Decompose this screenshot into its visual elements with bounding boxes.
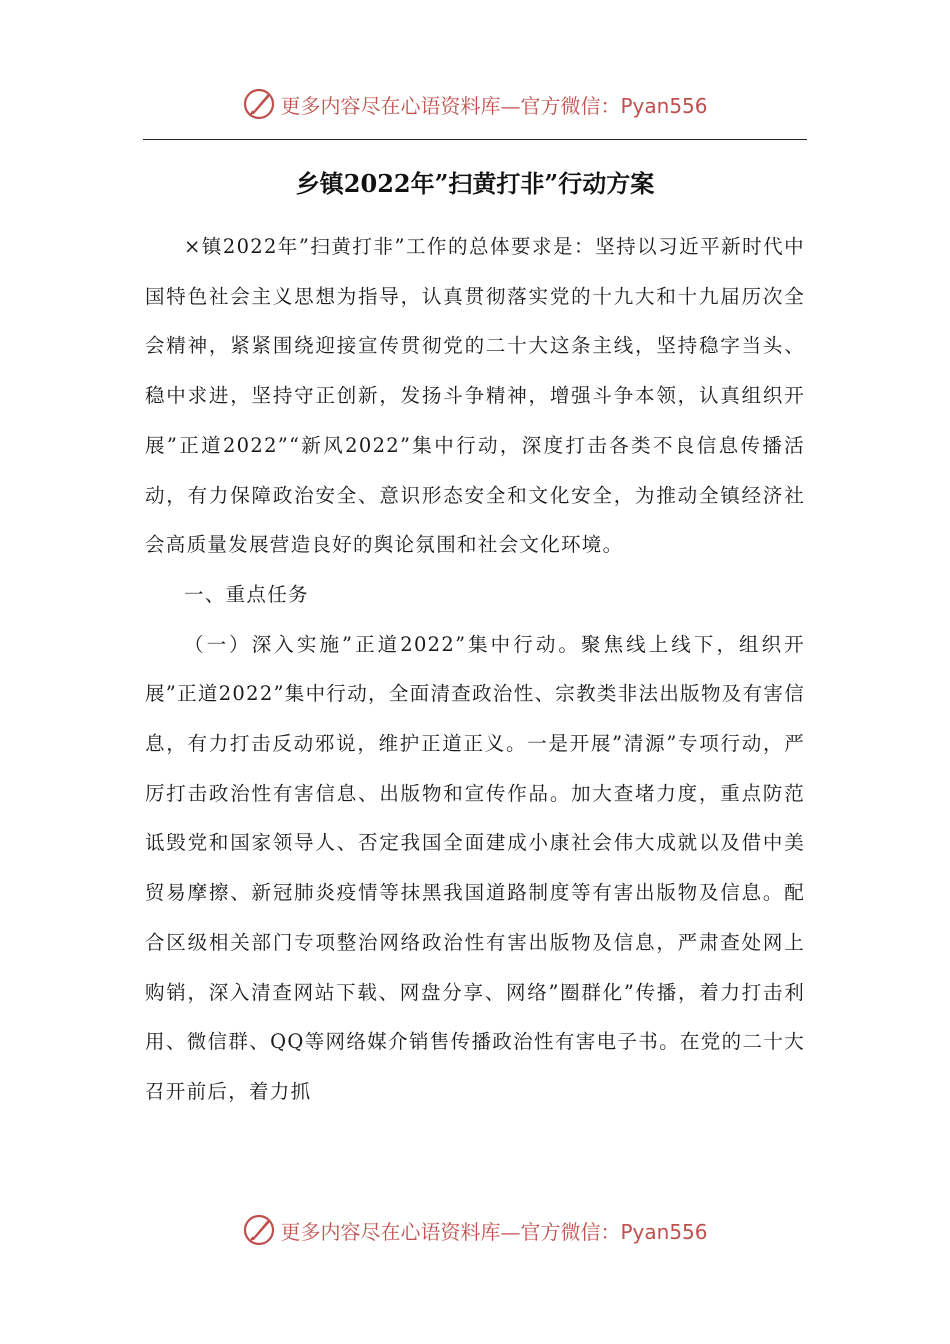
page-title: 乡镇2022年”扫黄打非”行动方案 <box>295 169 655 198</box>
quill-logo-icon <box>242 1213 276 1247</box>
banner-text: 更多内容尽在心语资料库—官方微信：Pyan556 <box>280 93 708 118</box>
footer-banner <box>0 1210 950 1250</box>
document-body <box>145 222 805 1117</box>
section-heading: 一、重点任务 <box>184 582 309 606</box>
wechat-id: Pyan556 <box>620 1219 708 1244</box>
header-banner <box>0 84 950 124</box>
wechat-id: Pyan556 <box>620 93 708 118</box>
task-paragraph: （一）深入实施”正道2022”集中行动。聚焦线上线下，组织开展”正道2022”集中行动，全面清查政治性、宗教类非法出版物及有害信息，有力打击反动邪说，维护正道正义。一是开展”清源”专项行动，严厉打击政治性有害信息、出版物和宣传作品。加大查堵力度，重点防范诋毁党和国家领导人、否定我国全面建成小康社会伟大成就以及借中美贸易摩擦、新冠肺炎疫情等抹黑我国道路制度等有害出版物及信息。配合区级相关部门专项整治网络政治性有害出版物及信息，严肃查处网上购销，深入清查网站下载、网盘分享、网络”圈群化”传播，着力打击利用、微信群、QQ等网络媒介销售传播政治性有害电子书。在党的二十大召开前后，着力抓 <box>145 632 805 1103</box>
intro-paragraph: ×镇2022年”扫黄打非”工作的总体要求是：坚持以习近平新时代中国特色社会主义思想为指导，认真贯彻落实党的十九大和十九届历次全会精神，紧紧围绕迎接宣传贯彻党的二十大这条主线，坚持稳字当头、稳中求进，坚持守正创新，发扬斗争精神，增强斗争本领，认真组织开展”正道2022”“新风2022”集中行动，深度打击各类不良信息传播活动，有力保障政治安全、意识形态安全和文化安全，为推动全镇经济社会高质量发展营造良好的舆论氛围和社会文化环境。 <box>145 235 805 557</box>
banner-text: 更多内容尽在心语资料库—官方微信：Pyan556 <box>280 1219 708 1244</box>
quill-logo-icon <box>242 87 276 121</box>
header-divider <box>143 139 807 140</box>
